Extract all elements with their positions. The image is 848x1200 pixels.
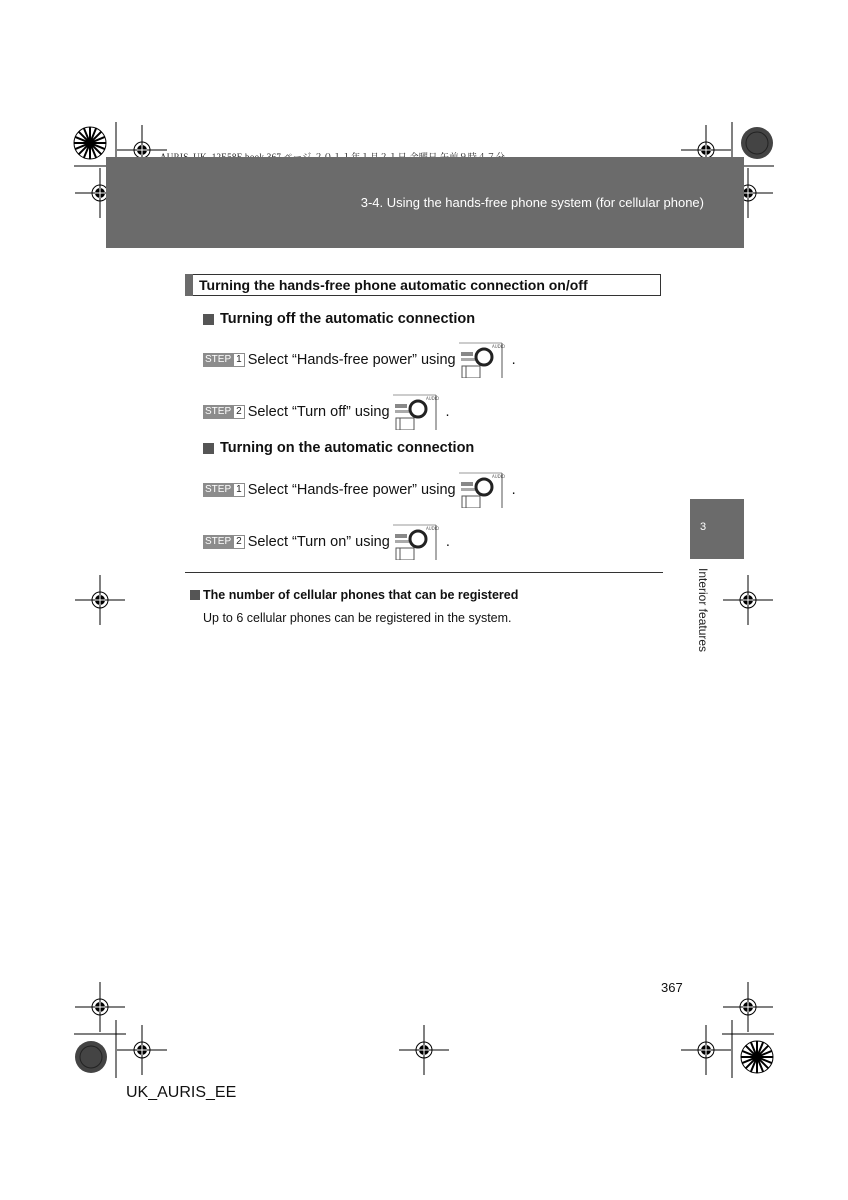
step-row [203, 524, 450, 560]
tune-select-knob-icon [392, 524, 440, 560]
step-number: 1 [233, 483, 245, 497]
tune-select-knob-icon [458, 342, 506, 378]
step-label: STEP [205, 536, 232, 547]
step-end: . [445, 404, 450, 420]
section-heading-bar [185, 274, 193, 296]
chapter-title: 3-4. Using the hands-free phone system (for cellular phone) [360, 195, 704, 210]
section-title: Turning the hands-free phone automatic connection on/off [199, 277, 588, 293]
note-heading [190, 588, 518, 602]
step-badge [203, 405, 245, 419]
step-badge [203, 353, 245, 367]
divider [185, 572, 663, 573]
tune-select-knob-icon [392, 394, 440, 430]
chapter-tab-label: Interior features [696, 568, 710, 653]
square-bullet-icon [190, 590, 200, 600]
step-row [203, 394, 450, 430]
note-body: Up to 6 cellular phones can be registered in the system. [203, 611, 512, 625]
page-number: 367 [661, 980, 683, 995]
svg-text:AUDIO: AUDIO [425, 396, 439, 401]
step-row [203, 472, 516, 508]
step-number: 2 [233, 405, 245, 419]
chapter-header [106, 157, 744, 248]
step-number: 2 [233, 535, 245, 549]
step-text: Select “Turn off” using [247, 404, 390, 420]
subheading-label: Turning on the automatic connection [220, 440, 475, 456]
subheading-turn-on [203, 440, 474, 456]
step-text: Select “Hands-free power” using [247, 482, 456, 498]
step-number: 1 [233, 353, 245, 367]
step-label: STEP [205, 354, 232, 365]
square-bullet-icon [203, 443, 214, 454]
step-text: Select “Turn on” using [247, 534, 390, 550]
svg-text:AUDIO: AUDIO [491, 344, 505, 349]
chapter-tab-number: 3 [699, 521, 707, 533]
square-bullet-icon [203, 314, 214, 325]
step-end: . [511, 352, 516, 368]
section-heading [185, 274, 661, 296]
step-label: STEP [205, 484, 232, 495]
step-row [203, 342, 516, 378]
step-badge [203, 535, 245, 549]
subheading-label: Turning off the automatic connection [220, 311, 476, 327]
subheading-turn-off [203, 311, 475, 327]
chapter-tab [690, 499, 744, 559]
step-end: . [511, 482, 516, 498]
step-text: Select “Hands-free power” using [247, 352, 456, 368]
svg-text:AUDIO: AUDIO [491, 474, 505, 479]
step-end: . [445, 534, 450, 550]
step-label: STEP [205, 406, 232, 417]
svg-text:AUDIO: AUDIO [425, 526, 439, 531]
tune-select-knob-icon [458, 472, 506, 508]
step-badge [203, 483, 245, 497]
note-heading-label: The number of cellular phones that can be registered [203, 588, 519, 602]
footer-code: UK_AURIS_EE [126, 1084, 237, 1101]
